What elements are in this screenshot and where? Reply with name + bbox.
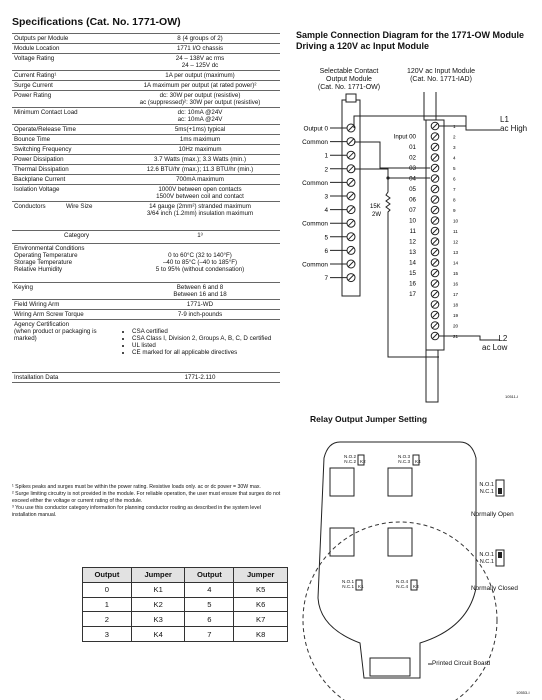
relay <box>330 528 354 556</box>
right-terminal-label: Input 00 <box>393 133 416 141</box>
left-terminal-label: 7 <box>324 275 328 283</box>
resistor-symbol <box>386 178 390 229</box>
spec-value: 7-9 inch-pounds <box>177 311 223 318</box>
spec-value: 8 (4 groups of 2) <box>177 35 223 42</box>
jumper-table-cell: K2 <box>131 597 185 612</box>
right-terminal-label: 15 <box>409 270 416 277</box>
right-terminal-label: 04 <box>409 175 416 183</box>
spec-label: Current Rating¹ <box>14 72 57 79</box>
spec-value: 5ms(+1ms) typical <box>174 126 226 133</box>
spec-row-agency <box>12 320 280 373</box>
left-terminal-label: 4 <box>324 207 328 215</box>
category-label: Category <box>64 232 90 239</box>
resistor-label: 2W <box>372 212 381 218</box>
right-terminal-label: 17 <box>409 291 416 298</box>
spec-row <box>12 283 280 300</box>
right-terminal-label: 12 <box>409 238 416 246</box>
connection-figure-id: 10511-I <box>505 394 519 399</box>
agency-item: • CE marked for all applicable directives <box>132 349 278 356</box>
jumper-table-cell: 4 <box>185 582 234 597</box>
left-terminal-label: Output 0 <box>303 125 328 133</box>
spec-value: 1ms maximum <box>179 136 221 143</box>
spec-row <box>12 165 280 175</box>
left-terminal-label: 1 <box>324 152 328 160</box>
pin-number: 20 <box>453 323 459 329</box>
pin-number: 10 <box>453 218 459 224</box>
jumper-table-header: Output <box>185 568 234 583</box>
right-terminal-label: 14 <box>409 259 416 267</box>
spec-label: Wiring Arm Screw Torque <box>14 311 84 318</box>
pin-number: 16 <box>453 281 459 287</box>
spec-value: 12.6 BTU/hr (max.); 11.3 BTU/hr (min.) <box>146 166 254 173</box>
spec-row <box>12 310 280 320</box>
jumper-labels-k1: N.O.1 N.C.1 <box>342 579 354 590</box>
spec-value: 1A per output (maximum) <box>165 72 235 79</box>
junction-dot <box>386 176 389 179</box>
right-terminal-label: 16 <box>409 280 416 288</box>
spec-row <box>12 44 280 54</box>
jumper-k1-label: K1 <box>358 584 364 589</box>
jumper-table-cell: 3 <box>83 627 132 642</box>
jumper-table-cell: 1 <box>83 597 132 612</box>
right-terminal-label: 03 <box>409 165 416 172</box>
spec-value: 3.7 Watts (max.); 3.3 Watts (min.) <box>153 156 247 163</box>
input-module-bottom <box>426 350 438 402</box>
footnote: ² Surge limiting circuitry is not provided in the module. For reliable operation, the user must ensure that surges do not exceed either the voltage or current rating of the module. <box>12 491 281 504</box>
left-terminal-label: Common <box>302 220 328 228</box>
jumper-setting-diagram <box>300 428 542 700</box>
pin-number: 3 <box>453 145 456 150</box>
spec-value: 10Hz maximum <box>178 146 222 153</box>
spec-label: Operate/Release Time <box>14 126 76 133</box>
spec-row <box>12 135 280 145</box>
spec-label: Minimum Contact Load <box>14 109 78 116</box>
spec-value: dc: 30W per output (resistive) ac (suppressed)²: 30W per output (resistive) <box>139 92 261 106</box>
spec-label: Module Location <box>14 45 60 52</box>
jumper-table-cell: 0 <box>83 582 132 597</box>
spec-value: 1A maximum per output (at rated power)² <box>143 82 257 89</box>
pin-number: 9 <box>453 208 456 213</box>
pin-number: 18 <box>453 302 459 308</box>
left-module-label: Selectable Contact Output Module (Cat. No. 1771-OW) <box>317 68 381 91</box>
pin-number: 14 <box>453 260 459 266</box>
left-terminal-label: Common <box>302 139 328 147</box>
pin-number: 21 <box>453 334 459 339</box>
jumper-table-cell: K1 <box>131 582 185 597</box>
jumper-labels-k4: N.O.3 N.C.3 <box>398 454 410 465</box>
l1-label: L1 ac High <box>500 115 528 133</box>
jumper-table-cell: 5 <box>185 597 234 612</box>
pin-number: 1 <box>453 124 456 129</box>
spec-value: 1000V between open contacts 1500V between coil and contact <box>156 186 244 200</box>
right-module-label: 120V ac Input Module (Cat. No. 1771-IAD) <box>406 68 476 83</box>
spec-value: Between 6 and 8 Between 16 and 18 <box>173 284 227 298</box>
jumper-table-cell: K6 <box>234 597 288 612</box>
pin-number: 15 <box>453 271 459 276</box>
jumper-table-row <box>83 612 288 627</box>
output1-wire <box>354 169 430 178</box>
right-terminal-label: 11 <box>409 228 416 235</box>
installation-label: Installation Data <box>14 374 59 381</box>
agency-list <box>120 320 280 372</box>
footnote: ¹ Spikes peaks and surges must be within the power rating. Resistive loads only. ac or dc power = 30W max. <box>12 484 261 490</box>
spec-label: Field Wiring Arm <box>14 301 60 308</box>
pin-number: 7 <box>453 187 456 192</box>
spec-label: Backplane Current <box>14 176 66 183</box>
jumper-table-cell: 6 <box>185 612 234 627</box>
spec-row <box>12 185 280 202</box>
spec-label: Power Dissipation <box>14 156 64 163</box>
left-terminal-label: 6 <box>324 247 328 255</box>
jumper-setting-title: Relay Output Jumper Setting <box>310 414 428 424</box>
right-terminal-label: 01 <box>409 144 416 151</box>
spec-label: Power Rating <box>14 92 52 99</box>
spec-row <box>12 175 280 185</box>
right-terminal-label: 02 <box>409 154 416 162</box>
pin-number: 13 <box>453 250 459 255</box>
jumper-table-header: Output <box>83 568 132 583</box>
relay <box>388 528 412 556</box>
spec-row <box>12 125 280 135</box>
spec-value: 700mA maximum <box>176 176 224 183</box>
spec-row <box>12 300 280 310</box>
spec-label: Bounce Time <box>14 136 51 143</box>
installation-value: 1771-2.110 <box>184 374 216 381</box>
left-terminal-label: Common <box>302 261 328 269</box>
spec-value: dc: 10mA @24V ac: 10mA @24V <box>177 109 223 123</box>
output0-wire <box>354 142 430 168</box>
spec-title: Specifications (Cat. No. 1771-OW) <box>12 16 181 28</box>
spec-row-environment <box>12 244 280 283</box>
pin-number: 5 <box>453 166 456 171</box>
agency-label: Agency Certification (when product or packaging is marked) <box>14 321 97 342</box>
wire-size-value: 14 gauge (2mm²) stranded maximum 3/64 inch (1.2mm) insulation maximum <box>146 203 254 217</box>
pin-number: 8 <box>453 197 456 203</box>
normally-open-jumper-labels: N.O.1 N.C.1 <box>479 482 494 495</box>
connection-diagram-title: Sample Connection Diagram for the 1771-OW Module Driving a 120V ac Input Module <box>296 30 525 51</box>
edge-connector <box>370 658 410 676</box>
spec-row <box>12 108 280 125</box>
spec-table <box>12 33 280 383</box>
spec-label: Keying <box>14 284 33 291</box>
spec-row-installation <box>12 373 280 383</box>
wire-size-label: Wire Size <box>66 203 93 210</box>
footnote: ³ You use this conductor category information for planning conductor routing as described in the system level installation manual. <box>12 505 261 518</box>
jumper-table-row <box>83 582 288 597</box>
spec-label: Voltage Rating <box>14 55 55 62</box>
left-terminal-label: Common <box>302 179 328 187</box>
pin-number: 2 <box>453 134 456 140</box>
spec-value: 1771 I/O chassis <box>176 45 224 52</box>
jumper-k4-label: K4 <box>415 459 421 464</box>
output-module-tab <box>346 94 356 102</box>
spec-label: Isolation Voltage <box>14 186 60 193</box>
jumper-table-cell: 7 <box>185 627 234 642</box>
relay <box>330 468 354 496</box>
jumper-labels-k2: N.O.2 N.C.2 <box>344 454 356 465</box>
right-terminal-label: 05 <box>409 186 416 193</box>
spec-row-conductors <box>12 202 280 231</box>
jumper-table-row <box>83 597 288 612</box>
spec-row <box>12 145 280 155</box>
jumper-figure-id: 10553-I <box>516 690 530 695</box>
category-value: 1³ <box>197 232 203 239</box>
jumper-table-header: Jumper <box>234 568 288 583</box>
spec-value: 1771-WD <box>186 301 214 308</box>
jumper-k2-label: K2 <box>360 459 366 464</box>
relay <box>388 468 412 496</box>
pcb-label: Printed Circuit Board <box>432 660 491 667</box>
spec-value: 24 – 138V ac rms 24 – 125V dc <box>175 55 225 69</box>
conductors-label: Conductors <box>14 203 46 210</box>
jumper-cap-open <box>498 488 502 494</box>
l2-label: L2 ac Low <box>482 334 508 352</box>
pin-number: 6 <box>453 176 456 182</box>
left-terminal-label: 2 <box>324 166 328 174</box>
jumper-table <box>82 567 288 642</box>
right-terminal-label: 10 <box>409 217 416 225</box>
connection-diagram <box>290 92 542 408</box>
left-terminal-label: 5 <box>324 234 328 242</box>
spec-row <box>12 71 280 81</box>
pin-number: 12 <box>453 239 459 245</box>
right-terminal-label: 13 <box>409 249 416 256</box>
jumper-labels-k3: N.O.4 N.C.4 <box>396 579 408 590</box>
jumper-table-cell: K7 <box>234 612 288 627</box>
jumper-table-cell: 2 <box>83 612 132 627</box>
spec-label: Thermal Dissipation <box>14 166 69 173</box>
jumper-table-cell: K4 <box>131 627 185 642</box>
jumper-cap-closed <box>498 552 502 558</box>
left-terminal-label: 3 <box>324 193 328 201</box>
normally-closed-label: Normally Closed <box>471 585 518 592</box>
jumper-table-cell: K8 <box>234 627 288 642</box>
environment-label: Environmental Conditions Operating Temperature Storage Temperature Relative Humidity <box>14 245 85 273</box>
normally-open-label: Normally Open <box>471 511 514 518</box>
spec-row <box>12 54 280 71</box>
pin-number: 11 <box>453 229 458 234</box>
spec-row <box>12 91 280 108</box>
right-terminal-label: 07 <box>409 207 416 214</box>
jumper-table-header: Jumper <box>131 568 185 583</box>
l1-wire <box>439 126 500 130</box>
agency-item: • UL listed <box>132 342 278 349</box>
footnotes <box>12 484 282 519</box>
pin-number: 4 <box>453 155 456 161</box>
agency-item: • CSA Class I, Division 2, Groups A, B, C, D certified <box>132 335 278 342</box>
jumper-table-cell: K5 <box>234 582 288 597</box>
normally-closed-jumper-labels: N.O.1 N.C.1 <box>479 552 494 565</box>
pin-number: 17 <box>453 292 459 297</box>
spec-row <box>12 155 280 165</box>
spec-label: Switching Frequency <box>14 146 72 153</box>
spec-row-category <box>12 231 280 244</box>
pin-number: 19 <box>453 313 459 318</box>
jumper-table-row <box>83 627 288 642</box>
agency-item: • CSA certified <box>132 328 278 335</box>
spec-row <box>12 81 280 91</box>
spec-label: Outputs per Module <box>14 35 69 42</box>
spec-label: Surge Current <box>14 82 53 89</box>
jumper-k3-label: K3 <box>413 584 419 589</box>
resistor-label: 15K <box>370 204 381 210</box>
spec-row <box>12 34 280 44</box>
environment-value: 0 to 60°C (32 to 140°F) –40 to 85°C (–40 to 185°F) 5 to 95% (without condensation) <box>155 252 245 273</box>
right-terminal-label: 06 <box>409 196 416 204</box>
jumper-table-cell: K3 <box>131 612 185 627</box>
